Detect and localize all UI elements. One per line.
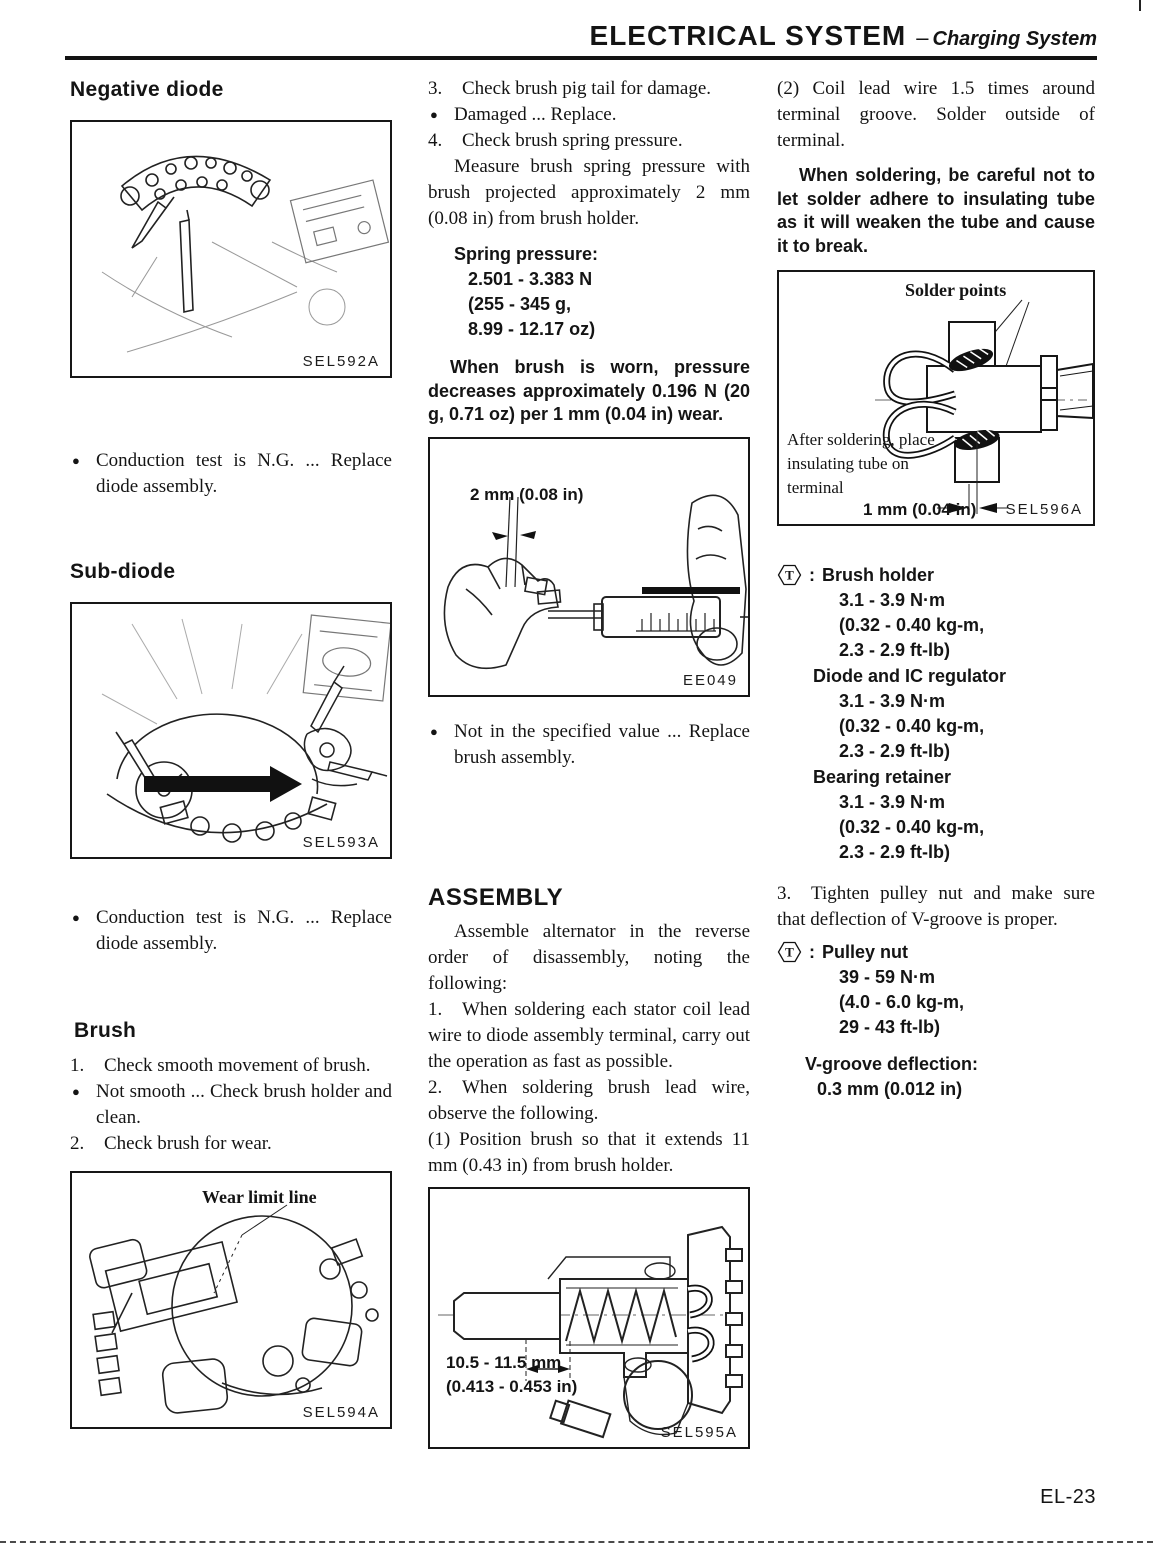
step-3: 3. Check brush pig tail for damage.: [428, 78, 712, 99]
pulley-torque-block: T : Pulley nut 39 - 59 N·m (4.0 - 6.0 kg-m, 29 - 43 ft-lb): [777, 939, 1095, 1040]
sub-diode-result: ● Conduction test is N.G. ... Replace diode assembly.: [72, 907, 392, 954]
projection-range-label: 10.5 - 11.5 mm (0.413 - 0.453 in): [446, 1352, 578, 1396]
figure-code: SEL595A: [660, 1423, 738, 1441]
pulley-step-3: 3. Tighten pulley nut and make sure that deflection of V-groove is proper.: [777, 883, 1095, 930]
wear-limit-line-label: Wear limit line: [202, 1187, 317, 1207]
torque-symbol-icon: [777, 564, 802, 586]
assembly-substep-2: (2) Coil lead wire 1.5 times around terminal groove. Solder outside of terminal.: [777, 78, 1095, 151]
heading-brush: Brush: [74, 1019, 137, 1042]
spring-pressure-spec: Spring pressure: 2.501 - 3.383 N (255 - 345 g, 8.99 - 12.17 oz): [428, 242, 750, 342]
page-title: ELECTRICAL SYSTEM: [589, 20, 907, 51]
middle-column: [428, 70, 750, 1449]
brush-step-1: 1. Check smooth movement of brush.: [70, 1055, 371, 1076]
torque-row-diode-regulator: Diode and IC regulator: [813, 666, 1007, 686]
figure-sel594a: [70, 1171, 392, 1429]
insulating-dimension-label: 1 mm (0.04 in): [863, 500, 977, 519]
heading-negative-diode: Negative diode: [70, 78, 224, 101]
bullet-icon: ●: [72, 1084, 80, 1099]
bullet-icon: ●: [430, 723, 438, 739]
negative-diode-test-illustration: [72, 122, 390, 376]
assembly-step-1: 1. When soldering each stator coil lead wire to diode assembly terminal, carry out the operation as fast as possible.: [428, 998, 750, 1072]
torque-row-brush-holder: T : Brush holder: [777, 562, 1095, 588]
assembly-substep-1: (1) Position brush so that it extends 11 mm (0.43 in) from brush holder.: [428, 1128, 750, 1176]
figure-ee049: [428, 437, 750, 697]
negative-diode-result: ● Conduction test is N.G. ... Replace diode assembly.: [72, 450, 392, 497]
not-specified-bullet: ● Not in the specified value ... Replace brush assembly.: [430, 720, 750, 768]
brush-wear-limit-illustration: [72, 1173, 390, 1427]
figure-code: SEL593A: [302, 834, 380, 851]
svg-text:T: T: [785, 944, 794, 960]
header-rule: [65, 56, 1097, 60]
page-number: EL-23: [1040, 1486, 1096, 1508]
v-groove-value: 0.3 mm (0.012 in): [817, 1079, 963, 1099]
page-header: [65, 20, 1097, 52]
assembly-paragraph: Assemble alternator in the reverse order of disassembly, noting the following:: [428, 920, 750, 994]
brush-worn-note: When brush is worn, pressure decreases approximately 0.196 N (20 g, 0.71 oz) per 1 mm (0.04 in) wear.: [428, 357, 750, 424]
figure-code: EE049: [682, 671, 738, 689]
figure-code: SEL592A: [302, 353, 380, 370]
torque-colon: :: [809, 565, 815, 585]
figure-code: SEL594A: [302, 1404, 380, 1421]
right-column: [777, 70, 1095, 1102]
figure-sel596a: [777, 270, 1095, 526]
projection-dimension-label: 2 mm (0.08 in): [470, 484, 584, 504]
after-soldering-label: After soldering, place insulating tube on terminal: [787, 430, 935, 497]
damaged-bullet: ● Damaged ... Replace.: [428, 102, 750, 128]
brush-projection-illustration: [430, 1189, 748, 1447]
heading-assembly: ASSEMBLY: [428, 883, 564, 911]
sub-diode-test-illustration: [72, 604, 390, 857]
brush-step-2: 2. Check brush for wear.: [70, 1133, 272, 1154]
torque-row-bearing-retainer: Bearing retainer: [813, 767, 952, 787]
bullet-icon: ●: [72, 910, 80, 925]
bullet-icon: ●: [430, 107, 438, 122]
torque-colon: :: [809, 942, 815, 962]
brush-bullet: ● Not smooth ... Check brush holder and clean.: [72, 1081, 392, 1128]
solder-points-label: Solder points: [905, 280, 1007, 300]
scan-mark: [1139, 0, 1141, 11]
torque-spec-block: T : Brush holder 3.1 - 3.9 N·m (0.32 - 0.40 kg-m, 2.3 - 2.9 ft-lb) Diode and IC regulator 3.1 - 3.9 N·m (0.32 - 0.40 kg-m, 2.3 - 2.9 ft-lb) Bearing retainer 3.1 - 3.9 N·m (0.32 - 0.40 kg-m, 2.3 - 2.9 ft-lb): [777, 562, 1095, 865]
figure-sel592a: [70, 120, 392, 378]
figure-sel595a: [428, 1187, 750, 1449]
soldering-caution-note: When soldering, be careful not to let solder adhere to insulating tube as it will weaken the tube and cause it to break.: [777, 165, 1095, 256]
measure-paragraph: Measure brush spring pressure with brush projected approximately 2 mm (0.08 in) from brush holder.: [428, 156, 750, 229]
header-dash: –: [916, 25, 929, 50]
spec-label: Spring pressure:: [454, 244, 599, 264]
torque-row-pulley-nut: T : Pulley nut: [777, 939, 1095, 965]
svg-text:T: T: [785, 567, 794, 583]
left-column: [70, 70, 392, 1429]
bottom-separator: [0, 1541, 1153, 1543]
assembly-step-2: 2. When soldering brush lead wire, observe the following.: [428, 1076, 750, 1124]
step-4: 4. Check brush spring pressure.: [428, 130, 683, 151]
spring-pressure-measurement-illustration: [430, 439, 748, 695]
figure-code: SEL596A: [1005, 501, 1083, 518]
v-groove-label: V-groove deflection:: [805, 1054, 979, 1074]
v-groove-spec: [777, 1052, 1095, 1102]
figure-sel593a: [70, 602, 392, 859]
bullet-icon: ●: [72, 453, 80, 468]
torque-symbol-icon: [777, 941, 802, 963]
heading-sub-diode: Sub-diode: [70, 560, 176, 583]
header-section: Charging System: [932, 28, 1097, 50]
